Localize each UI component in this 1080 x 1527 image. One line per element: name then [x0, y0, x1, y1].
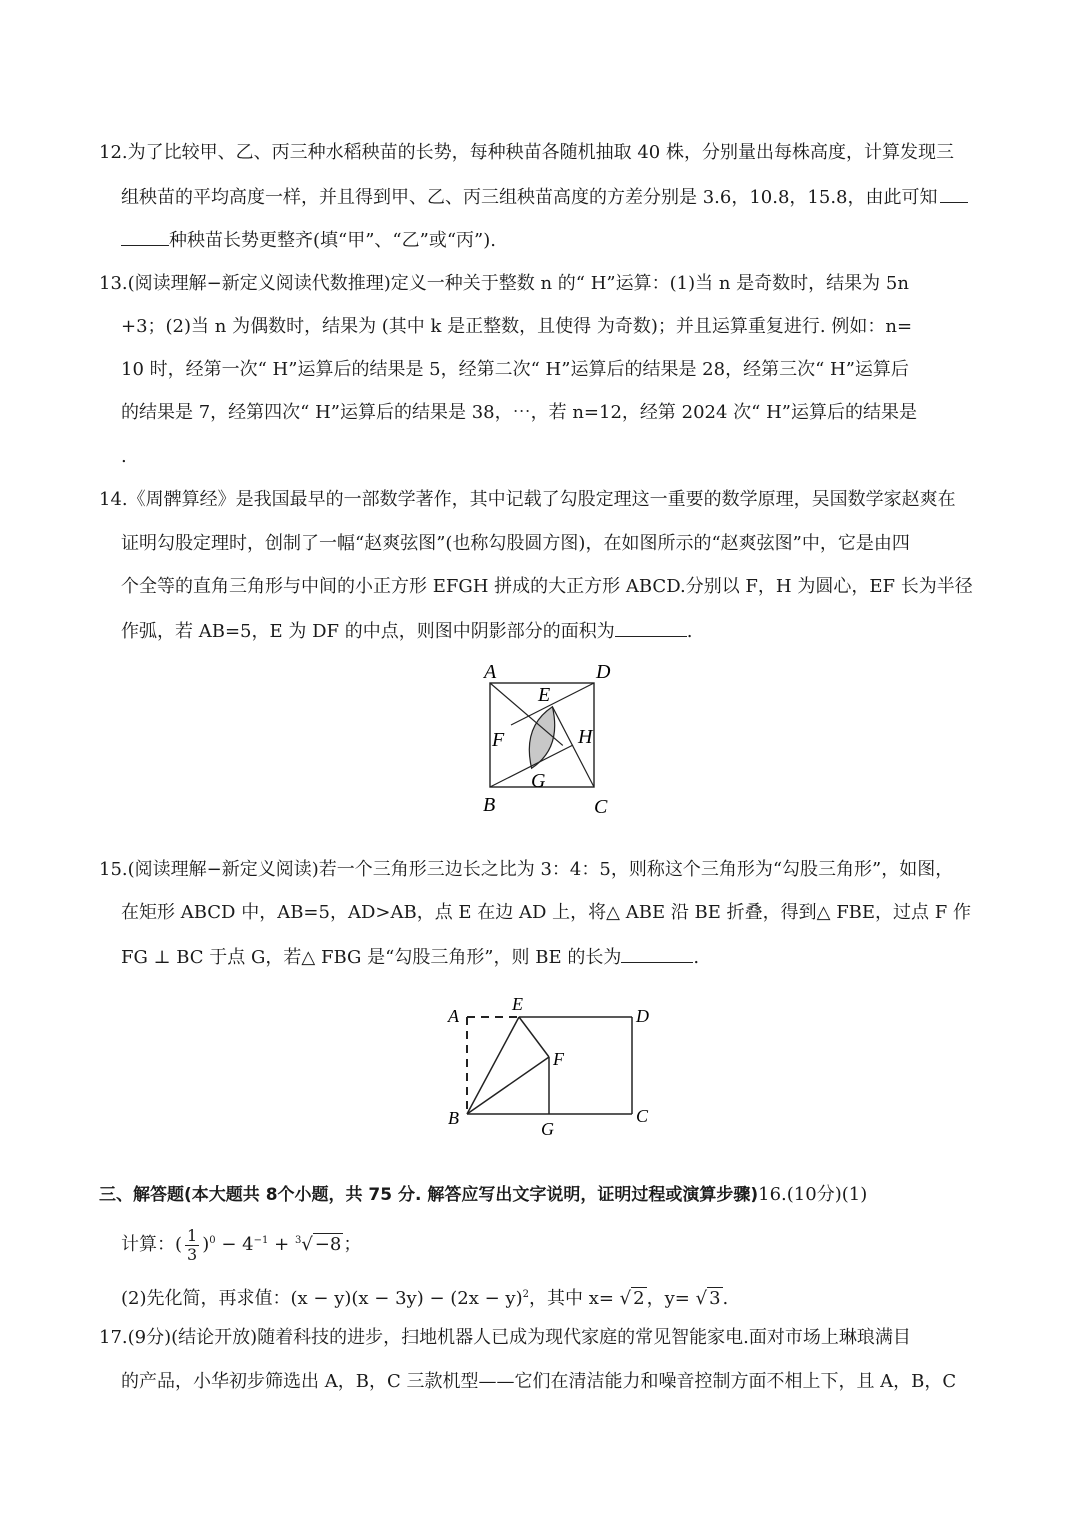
label-d: D [636, 1006, 649, 1026]
root-index: 3 [294, 1235, 302, 1246]
label-d: D [596, 661, 611, 683]
exp-zero: 0 [209, 1235, 216, 1246]
q12-line-2-text: 组秧苗的平均高度一样，并且得到甲、乙、丙三组秧苗高度的方差分别是 3.6，10.8，15.8，由此可知 [121, 187, 938, 208]
exp-neg-one: −1 [253, 1235, 269, 1246]
q15-line-3-text: FG ⊥ BC 于点 G，若△ FBG 是“勾股三角形”，则 BE 的长为 [121, 947, 622, 968]
q17-line-2: 的产品，小华初步筛选出 A，B，C 三款机型——它们在清洁能力和噪音控制方面不相上下，且 A，B，C [121, 1371, 957, 1392]
fraction-one-third [185, 1227, 199, 1264]
zhao-shuang-diagram [470, 655, 630, 820]
calc-end: ； [343, 1234, 362, 1255]
q15-line-1: 15.(阅读理解−新定义阅读)若一个三角形三边长之比为 3：4：5，则称这个三角形为“勾股三角形”，如图， [99, 859, 954, 880]
q12-line-2 [121, 186, 968, 209]
q13-line-3: 10 时，经第一次“ H”运算后的结果是 5，经第二次“ H”运算后的结果是 28，经第三次“ H”运算后 [121, 359, 909, 380]
segment-b-e [467, 1017, 519, 1114]
shaded-lens [529, 707, 554, 769]
calc-rest-2: − 4 [221, 1234, 254, 1255]
section-3-heading: 三、解答题(本大题共 8个小题，共 75 分. 解答应写出文字说明，证明过程或演算步骤) [99, 1185, 759, 1205]
label-c: C [636, 1106, 649, 1126]
q13-line-5: . [121, 446, 127, 467]
q14-line-4 [121, 620, 692, 643]
q15-line-2: 在矩形 ABCD 中，AB=5，AD>AB，点 E 在边 AD 上，将△ ABE 沿 BE 折叠，得到△ FBE，过点 F 作 [121, 902, 971, 923]
sqrt-three: 3 [709, 1288, 721, 1309]
sqrt-two: 2 [633, 1288, 645, 1309]
answer-blank-15[interactable] [621, 946, 693, 963]
label-g: G [531, 770, 546, 792]
frac-num: 1 [187, 1225, 198, 1245]
segment-e-f [519, 1017, 549, 1057]
label-c: C [594, 796, 608, 818]
part2-y: ，y= [646, 1288, 696, 1309]
answer-blank-12a[interactable] [940, 186, 968, 203]
part2-end: . [722, 1288, 729, 1309]
q13-line-4: 的结果是 7，经第四次“ H”运算后的结果是 38，⋯，若 n=12，经第 2024 次“ H”运算后的结果是 [121, 402, 917, 423]
part2-text: (2)先化简，再求值：(x − y)(x − 3y) − (2x − y) [121, 1288, 523, 1309]
label-b: B [448, 1108, 459, 1128]
q16-part2: (2)先化简，再求值：$(x - y)(x - 3y) - (2x - y)^2$，其中 x= √ 2 ，y= √ 3 . [121, 1288, 729, 1309]
q16-head: 16.(10分)(1) [758, 1184, 868, 1205]
segment-a-f [490, 683, 532, 768]
q17-line-1: 17.(9分)(结论开放)随着科技的进步，扫地机器人已成为现代家庭的常见智能家电.面对市场上琳琅满目 [99, 1327, 911, 1348]
q14-line-3: 个全等的直角三角形与中间的小正方形 EFGH 拼成的大正方形 ABCD.分别以 F，H 为圆心，EF 长为半径 [121, 576, 973, 597]
calc-prefix: 计算：( [121, 1234, 183, 1255]
label-e: E [512, 994, 523, 1014]
label-h: H [578, 726, 593, 748]
q12-line-3 [121, 229, 496, 252]
cube-root-body: −8 [314, 1234, 342, 1255]
answer-blank-14[interactable] [615, 620, 687, 637]
label-a: A [484, 661, 497, 683]
label-f: F [492, 729, 505, 751]
q12-line-1: 12.为了比较甲、乙、丙三种水稻秧苗的长势，每种秧苗各随机抽取 40 株，分别量出每株高度，计算发现三 [99, 142, 954, 163]
q15-line-3-end: . [693, 947, 700, 968]
label-f: F [553, 1049, 564, 1069]
q14-line-4-text: 作弧，若 AB=5，E 为 DF 的中点，则图中阴影部分的面积为 [121, 621, 615, 642]
label-e: E [538, 684, 551, 706]
section-3-heading-line [99, 1184, 867, 1206]
q13-line-1: 13.(阅读理解−新定义阅读代数推理)定义一种关于整数 n 的“ H”运算：(1)当 n 是奇数时，结果为 5n [99, 273, 909, 294]
label-g: G [541, 1119, 554, 1139]
q14-line-2: 证明勾股定理时，创制了一幅“赵爽弦图”(也称勾股圆方图)，在如图所示的“赵爽弦图”中，它是由四 [121, 533, 910, 554]
label-a: A [448, 1006, 459, 1026]
q16-part1: 计算：( $\frac{1}{3}$ )$^0 - 4^{-1} + ^3√ -8$ ； [121, 1225, 362, 1264]
q14-line-4-end: . [686, 621, 693, 642]
q14-line-1: 14.《周髀算经》是我国最早的一部数学著作，其中记载了勾股定理这一重要的数学原理，吴国数学家赵爽在 [99, 489, 956, 510]
q13-line-2: +3；(2)当 n 为偶数时，结果为 (其中 k 是正整数，且使得 为奇数)；并且运算重复进行. 例如：n= [121, 316, 913, 337]
folding-rectangle-diagram [440, 990, 670, 1140]
answer-blank-12b[interactable] [121, 229, 169, 246]
q12-line-3-text: 种秧苗长势更整齐(填“甲”、“乙”或“丙”). [169, 230, 496, 251]
part2-where: ，其中 x= [528, 1288, 620, 1309]
frac-den: 3 [187, 1244, 198, 1264]
calc-rest-1: ) [202, 1234, 210, 1255]
label-b: B [483, 794, 496, 816]
segment-b-f [467, 1057, 549, 1114]
part2-exp: 2 [522, 1289, 529, 1300]
q15-line-3 [121, 946, 699, 969]
calc-rest-3: + [274, 1234, 290, 1255]
